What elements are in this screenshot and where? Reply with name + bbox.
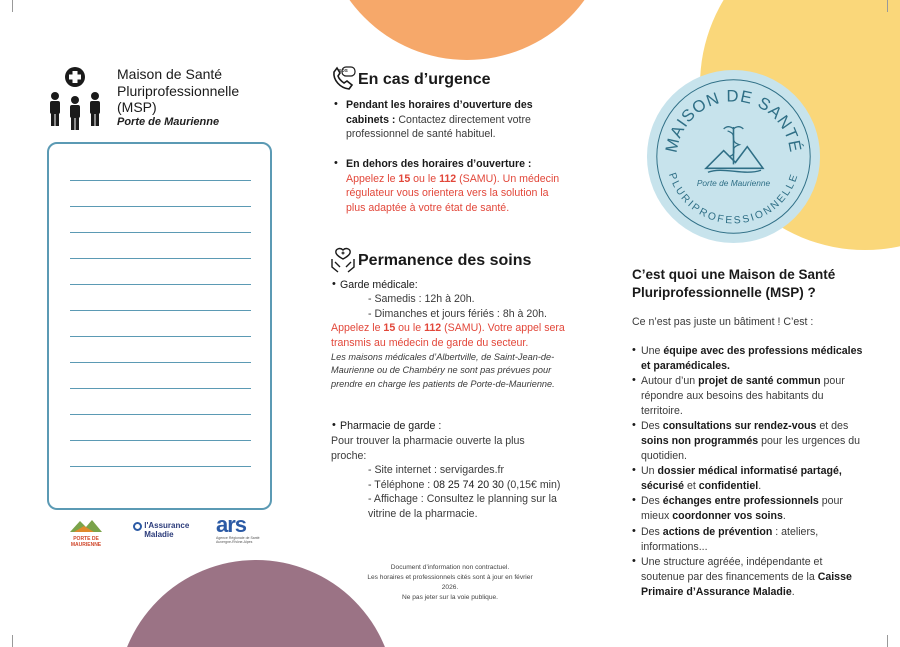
bullet-dot: • (632, 419, 636, 431)
seal-bottom-text: PLURIPROFESSIONNELLE (666, 171, 801, 227)
msp-title: C’est quoi une Maison de Santé Pluriprofessionnelle (MSP) ? (632, 267, 836, 300)
bullet-dot: • (632, 374, 636, 386)
garde-note: Les maisons médicales d’Albertville, de Saint-Jean-de-Maurienne ou de Chambéry ne sont pas prévues pour prendre en charge les patients de Porte-de-Maurienne. (331, 352, 555, 389)
note-line (70, 180, 251, 181)
note-line (70, 414, 251, 415)
msp-item: Une équipe avec des professions médicales et paramédicales. (641, 345, 863, 372)
crop-mark (887, 635, 888, 647)
seal-top-text: MAISON DE SANTÉ (661, 86, 806, 155)
purple-decor-shape (117, 560, 395, 647)
msp-item: Autour d’un projet de santé commun pour répondre aux besoins des habitants du territoire. (641, 375, 845, 417)
brand-title-line: Maison de Santé (117, 66, 223, 82)
bullet-dot: • (334, 98, 338, 110)
pharma-intro: Pour trouver la pharmacie ouverte la plus proche: (331, 435, 525, 462)
pharma-telephone: - Téléphone : 08 25 74 20 30 (0,15€ min) (368, 479, 561, 491)
urgence-item-1: Pendant les horaires d’ouverture des cabinets : Contactez directement votre professionnel de santé habituel. (346, 99, 533, 141)
notes-box (47, 142, 272, 510)
msp-item: Des actions de prévention : ateliers, informations... (641, 526, 819, 553)
note-line (70, 388, 251, 389)
note-line (70, 336, 251, 337)
brand-title (117, 66, 277, 116)
note-line (70, 362, 251, 363)
brand-subtitle: Porte de Maurienne (117, 116, 220, 128)
sos-label: SOS (338, 68, 348, 73)
bullet-dot: • (632, 344, 636, 356)
msp-seal-logo (645, 68, 822, 245)
pharma-site: - Site internet : servigardes.fr (368, 464, 505, 476)
ars-logo: ars Agence Régionale de Santé Auvergne-Rhône-Alpes (216, 512, 260, 544)
care-hands-icon (330, 247, 356, 273)
bullet-dot: • (632, 494, 636, 506)
partner-logos (0, 514, 300, 554)
seal-center-text: Porte de Maurienne (696, 178, 771, 188)
brand-title-line: Pluriprofessionnelle (117, 82, 240, 99)
mountain-logo-icon (68, 518, 104, 534)
garde-appel: Appelez le 15 ou le 112 (SAMU). Votre appel sera transmis au médecin de garde du secteur. (331, 322, 565, 349)
crop-mark (12, 635, 13, 647)
medical-team-icon (47, 66, 103, 130)
msp-item: Un dossier médical informatisé partagé, sécurisé et confidentiel. (641, 465, 842, 492)
note-line (70, 232, 251, 233)
garde-label: Garde médicale: (340, 279, 418, 291)
bullet-dot: • (334, 157, 338, 169)
note-line (70, 258, 251, 259)
note-line (70, 310, 251, 311)
msp-intro: Ce n’est pas juste un bâtiment ! C’est : (632, 316, 814, 328)
permanence-title: Permanence des soins (358, 252, 532, 269)
assurance-maladie-logo: l'Assurance Maladie (133, 522, 189, 539)
msp-item: Des consultations sur rendez-vous et des soins non programmés pour les urgences du quotidien. (641, 420, 861, 462)
disclaimer: Document d’information non contractuel. Les horaires et professionnels cités sont à jour en février 2026. Ne pas jeter sur la voie publique. (367, 564, 533, 601)
crop-mark (12, 0, 13, 12)
crop-mark (887, 0, 888, 12)
note-line (70, 284, 251, 285)
bullet-dot: • (332, 278, 336, 290)
assurance-maladie-icon (133, 522, 142, 531)
urgence-title: En cas d’urgence (358, 71, 491, 88)
bullet-dot: • (632, 525, 636, 537)
bullet-dot: • (632, 555, 636, 567)
note-line (70, 466, 251, 467)
msp-item: Des échanges entre professionnels pour mieux coordonner vos soins. (641, 495, 843, 522)
bullet-dot: • (632, 464, 636, 476)
bullet-dot: • (332, 419, 336, 431)
pharma-affichage: - Affichage : Consultez le planning sur la vitrine de la pharmacie. (368, 493, 557, 520)
garde-dimanche: - Dimanches et jours fériés : 8h à 20h. (368, 308, 548, 320)
urgence-item-2: En dehors des horaires d’ouverture : Appelez le 15 ou le 112 (SAMU). Un médecin régulateur vous orientera vers la solution la plus adaptée à votre état de santé. (346, 158, 560, 214)
note-line (70, 440, 251, 441)
porte-maurienne-logo: PORTE DE MAURIENNE (64, 518, 108, 548)
garde-samedi: - Samedis : 12h à 20h. (368, 293, 475, 305)
orange-decor-shape (322, 0, 612, 60)
msp-item: Une structure agréée, indépendante et soutenue par des financements de la Caisse Primaire d’Assurance Maladie. (641, 556, 852, 598)
pharma-label: Pharmacie de garde : (340, 420, 442, 432)
brand-title-line: (MSP) (117, 99, 157, 115)
note-line (70, 206, 251, 207)
